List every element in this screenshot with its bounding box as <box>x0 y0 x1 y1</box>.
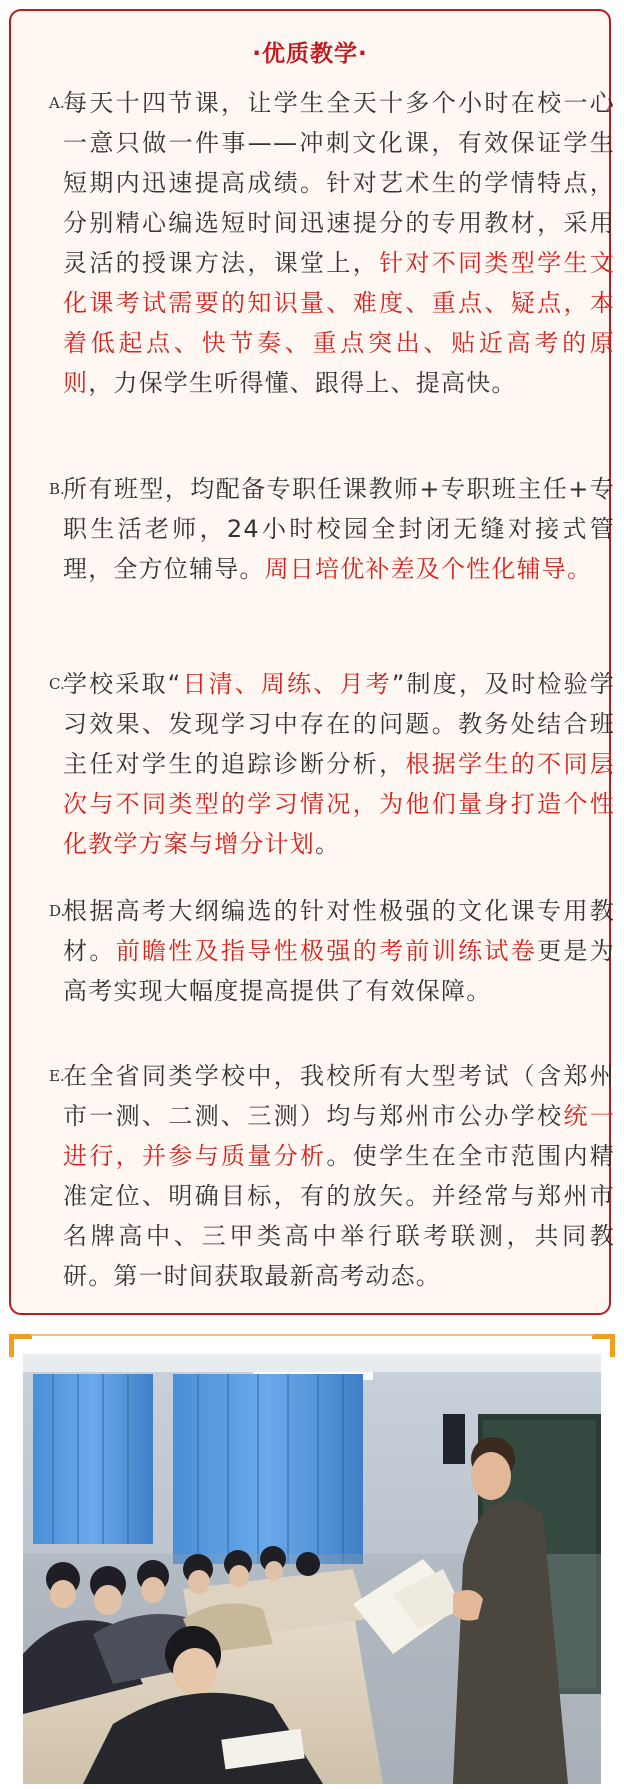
item-text <box>63 83 615 403</box>
item-marker: C. <box>49 675 65 693</box>
text-segment: 。使学生在全市范围内精准定位、明确目标，有的放矢。并经常与郑州市名牌高中、三甲类高中举行联考联测，共同教研。第一时间获取最新高考动态。 <box>63 1142 616 1290</box>
section-title: ·优质教学· <box>252 41 368 67</box>
item-marker: B. <box>49 480 65 498</box>
classroom-photo <box>23 1354 601 1784</box>
quality-teaching-card <box>9 9 616 1315</box>
list-item-d <box>49 891 616 1011</box>
highlight-segment: 统一进行，并参与质量分析 <box>63 1102 615 1170</box>
item-text <box>63 1056 615 1296</box>
list-item-e <box>49 1056 616 1296</box>
item-marker: A. <box>49 94 65 112</box>
highlight-segment: 前瞻性及指导性极强的考前训练试卷 <box>115 937 538 965</box>
text-segment: ”制度，及时检验学习效果、发现学习中存在的问题。教务处结合班主任对学生的追踪诊断分析， <box>63 670 616 778</box>
item-marker: E. <box>49 1067 65 1085</box>
highlight-segment: 针对不同类型学生文化课考试需要的知识量、难度、重点、疑点，本着低起点、快节奏、重点突出、贴近高考的原则 <box>63 249 615 397</box>
item-text <box>63 469 615 589</box>
text-segment: ，力保学生听得懂、跟得上、提高快。 <box>88 369 517 397</box>
item-text <box>63 664 615 864</box>
text-segment: 。 <box>315 830 341 858</box>
item-marker: D. <box>49 902 66 920</box>
item-text <box>63 891 615 1011</box>
list-item-b <box>49 469 615 589</box>
text-segment: 每天十四节课，让学生全天十多个小时在校一心一意只做一件事——冲刺文化课，有效保证学生短期内迅速提高成绩。针对艺术生的学情特点，分别精心编选短时间迅速提分的专用教材，采用灵活的授课方法，课堂上， <box>63 89 615 277</box>
text-segment: 学校采取“ <box>63 670 182 698</box>
classroom-scene-illustration <box>23 1354 601 1784</box>
text-segment: 所有班型，均配备专职任课教师+专职班主任+专职生活老师，24小时校园全封闭无缝对接式管理，全方位辅导。 <box>63 475 615 583</box>
highlight-segment: 日清、周练、月考 <box>181 670 392 698</box>
frame-top-line <box>31 1334 593 1336</box>
text-segment: 在全省同类学校中，我校所有大型考试（含郑州市一测、二测、三测）均与郑州市公办学校 <box>63 1062 615 1130</box>
list-item-a <box>49 83 615 403</box>
list-item-c <box>49 664 616 864</box>
classroom-photo-frame <box>9 1334 615 1784</box>
highlight-segment: 周日培优补差及个性化辅导。 <box>264 555 593 583</box>
text-segment: 根据高考大纲编选的针对性极强的文化课专用教材。 <box>63 897 615 965</box>
text-segment: 更是为高考实现大幅度提高提供了有效保障。 <box>63 937 616 1005</box>
highlight-segment: 根据学生的不同层次与不同类型的学习情况，为他们量身打造个性化教学方案与增分计划 <box>63 750 615 858</box>
